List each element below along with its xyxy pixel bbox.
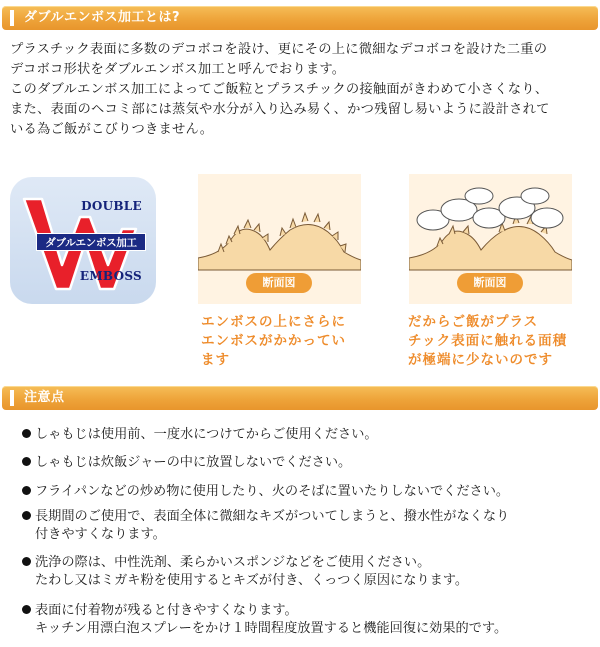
bullet-icon (22, 486, 31, 495)
caption-line: エンボスがかかってい (201, 333, 346, 349)
caption-line: だからご飯がプラス (408, 314, 539, 330)
intro-line: プラスチック表面に多数のデコボコを設け、更にその上に微細なデコボコを設けた二重の (10, 42, 548, 57)
note-line: しゃもじは使用前、一度水につけてからご使用ください。 (35, 427, 378, 442)
cross-section-diagram-rice (409, 174, 572, 304)
caption-line: チック表面に触れる面積 (408, 333, 568, 349)
list-item (22, 426, 378, 444)
section-header-double-emboss (2, 6, 598, 30)
intro-line: いる為ご飯がこびりつきません。 (10, 122, 214, 137)
section-title: 注意点 (24, 390, 65, 405)
bullet-icon (22, 605, 31, 614)
note-line: たわし又はミガキ粉を使用するとキズが付き、くっつく原因になります。 (35, 573, 469, 588)
section-header-cautions (2, 386, 598, 410)
caption-line: エンボスの上にさらに (201, 314, 346, 330)
note-line: 洗浄の際は、中性洗剤、柔らかいスポンジなどをご使用ください。 (35, 555, 431, 570)
intro-line: このダブルエンボス加工によってご飯粒とプラスチックの接触面がきわめて小さくなり、 (10, 82, 549, 97)
header-bar-icon (10, 390, 14, 406)
header-bar-icon (10, 10, 14, 26)
bullet-icon (22, 511, 31, 520)
note-line: しゃもじは炊飯ジャーの中に放置しないでください。 (35, 455, 352, 470)
section-title: ダブルエンボス加工とは? (24, 10, 181, 25)
intro-line: デコボコ形状をダブルエンボス加工と呼んでおります。 (10, 62, 346, 77)
list-item (22, 508, 509, 544)
cross-section-tag: 断面図 (457, 273, 523, 293)
note-line: 付きやすくなります。 (35, 527, 166, 542)
diagram-caption-emboss (201, 313, 346, 370)
logo-band (36, 233, 146, 251)
bullet-icon (22, 457, 31, 466)
caption-line: が極端に少ないのです (408, 352, 553, 368)
note-line: キッチン用漂白泡スプレーをかけ１時間程度放置すると機能回復に効果的です。 (35, 621, 508, 636)
logo-bottom-word: EMBOSS (79, 269, 142, 283)
cross-section-tag: 断面図 (246, 273, 312, 293)
diagram-caption-rice (408, 313, 567, 370)
cross-section-diagram-emboss (198, 174, 361, 304)
logo-band-text: ダブルエンボス加工 (45, 237, 137, 249)
bullet-icon (22, 429, 31, 438)
double-emboss-logo (10, 177, 156, 304)
intro-paragraph (10, 40, 596, 140)
caption-line: ます (201, 352, 230, 368)
list-item (22, 454, 351, 472)
note-line: 表面に付着物が残ると付きやすくなります。 (35, 603, 298, 618)
list-item (22, 602, 507, 638)
intro-line: また、表面のヘコミ部には蒸気や水分が入り込み易く、かつ残留し易いように設計されて (10, 102, 550, 117)
logo-top-word: DOUBLE (81, 199, 142, 213)
note-line: 長期間のご使用で、表面全体に微細なキズがついてしまうと、撥水性がなくなり (35, 509, 510, 524)
bullet-icon (22, 557, 31, 566)
list-item (22, 554, 468, 590)
list-item (22, 483, 509, 501)
note-line: フライパンなどの炒め物に使用したり、火のそばに置いたりしないでください。 (35, 484, 510, 499)
